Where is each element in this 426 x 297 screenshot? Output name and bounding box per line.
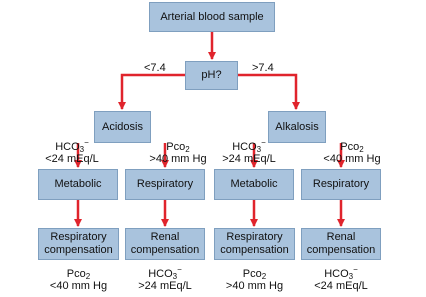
outcome-3: Pco$_2$ >40 mm Hg: [225, 268, 284, 292]
criterion-acid-respiratory: Pco$_2$ >40 mm Hg: [149, 141, 207, 165]
node-respiratory-acidosis: Respiratory: [125, 169, 205, 200]
arrow-ph-to-acidosis: [122, 75, 185, 109]
node-alkalosis: Alkalosis: [268, 111, 326, 143]
node-renal-compensation-right: Renal compensation: [301, 228, 381, 260]
node-respiratory-compensation-left: Respiratory compensation: [38, 228, 119, 260]
outcome-1: Pco$_2$ <40 mm Hg: [49, 268, 108, 292]
branch-label-low: <7.4: [144, 62, 166, 74]
node-metabolic-alkalosis: Metabolic: [214, 169, 294, 200]
branch-label-high: >7.4: [252, 62, 274, 74]
criterion-alk-metabolic: $HCO_3^-$ >24 mEq/L: [222, 138, 276, 165]
arrow-ph-to-alkalosis: [238, 75, 296, 109]
node-acidosis: Acidosis: [94, 111, 151, 143]
outcome-2: $HCO_3^-$ >24 mEq/L: [138, 265, 192, 292]
outcome-4: $HCO_3^-$ <24 mEq/L: [314, 265, 368, 292]
node-respiratory-compensation-right: Respiratory compensation: [214, 228, 295, 260]
node-renal-compensation-left: Renal compensation: [125, 228, 205, 260]
node-ph: pH?: [185, 61, 238, 90]
criterion-acid-metabolic: $HCO_3^-$ <24 mEq/L: [45, 138, 99, 165]
node-respiratory-alkalosis: Respiratory: [301, 169, 381, 200]
node-metabolic-acidosis: Metabolic: [38, 169, 118, 200]
criterion-alk-respiratory: Pco$_2$ <40 mm Hg: [323, 141, 381, 165]
node-arterial-blood-sample: Arterial blood sample: [149, 2, 275, 32]
